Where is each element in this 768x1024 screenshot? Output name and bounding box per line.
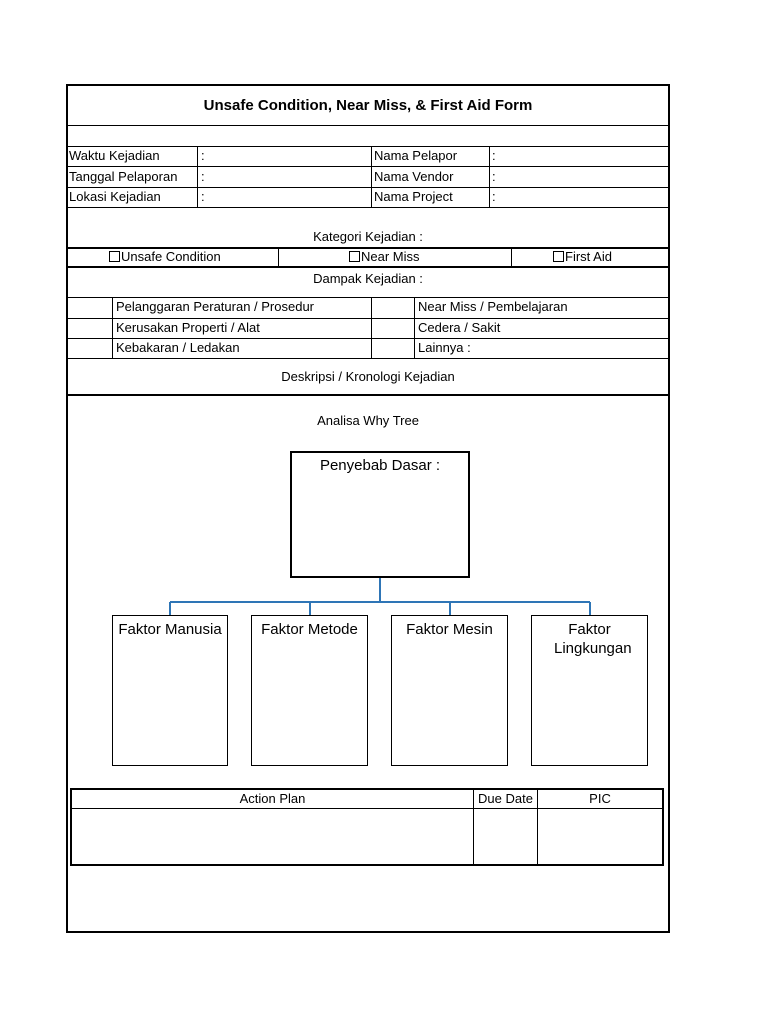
lokasi-kejadian-field[interactable]: :	[201, 189, 205, 204]
nama-vendor-label: Nama Vendor	[374, 169, 454, 184]
faktor-manusia-box[interactable]	[112, 615, 228, 766]
tanggal-pelaporan-field[interactable]: :	[201, 169, 205, 184]
waktu-kejadian-field[interactable]: :	[201, 148, 205, 163]
dampak-item-near-miss: Near Miss / Pembelajaran	[418, 299, 568, 314]
faktor-label: Faktor Metode	[261, 621, 358, 638]
penyebab-dasar-box[interactable]	[290, 451, 470, 578]
nama-pelapor-field[interactable]: :	[492, 148, 496, 163]
dampak-item-lainnya: Lainnya :	[418, 340, 471, 355]
lokasi-kejadian-label: Lokasi Kejadian	[69, 189, 161, 204]
option-label: First Aid	[565, 249, 612, 264]
option-label: Near Miss	[361, 249, 420, 264]
dampak-item-kerusakan: Kerusakan Properti / Alat	[116, 320, 260, 335]
faktor-metode-box[interactable]	[251, 615, 368, 766]
due-date-cell[interactable]	[475, 810, 536, 864]
faktor-label: Faktor Lingkungan	[554, 621, 632, 657]
action-plan-cell[interactable]	[72, 810, 472, 864]
waktu-kejadian-label: Waktu Kejadian	[69, 148, 160, 163]
option-label: Unsafe Condition	[121, 249, 221, 264]
kategori-heading: Kategori Kejadian :	[313, 229, 423, 244]
why-tree-heading: Analisa Why Tree	[317, 413, 419, 428]
action-plan-header: Action Plan	[239, 791, 306, 806]
nama-vendor-field[interactable]: :	[492, 169, 496, 184]
deskripsi-heading: Deskripsi / Kronologi Kejadian	[281, 369, 455, 384]
nama-pelapor-label: Nama Pelapor	[374, 148, 458, 163]
form-title: Unsafe Condition, Near Miss, & First Aid Form	[203, 97, 533, 114]
faktor-label: Faktor Manusia	[118, 621, 222, 638]
dampak-item-kebakaran: Kebakaran / Ledakan	[116, 340, 240, 355]
pic-header: PIC	[589, 791, 611, 806]
faktor-lingkungan-box[interactable]	[531, 615, 648, 766]
faktor-mesin-box[interactable]	[391, 615, 508, 766]
due-date-header: Due Date	[478, 791, 533, 806]
dampak-heading: Dampak Kejadian :	[313, 271, 423, 286]
faktor-label: Faktor Mesin	[406, 621, 493, 638]
nama-project-field[interactable]: :	[492, 189, 496, 204]
pic-cell[interactable]	[539, 810, 662, 864]
dampak-item-pelanggaran: Pelanggaran Peraturan / Prosedur	[116, 299, 315, 314]
penyebab-dasar-label: Penyebab Dasar :	[319, 457, 441, 474]
dampak-item-cedera: Cedera / Sakit	[418, 320, 501, 335]
nama-project-label: Nama Project	[374, 189, 453, 204]
tanggal-pelaporan-label: Tanggal Pelaporan	[69, 169, 178, 184]
